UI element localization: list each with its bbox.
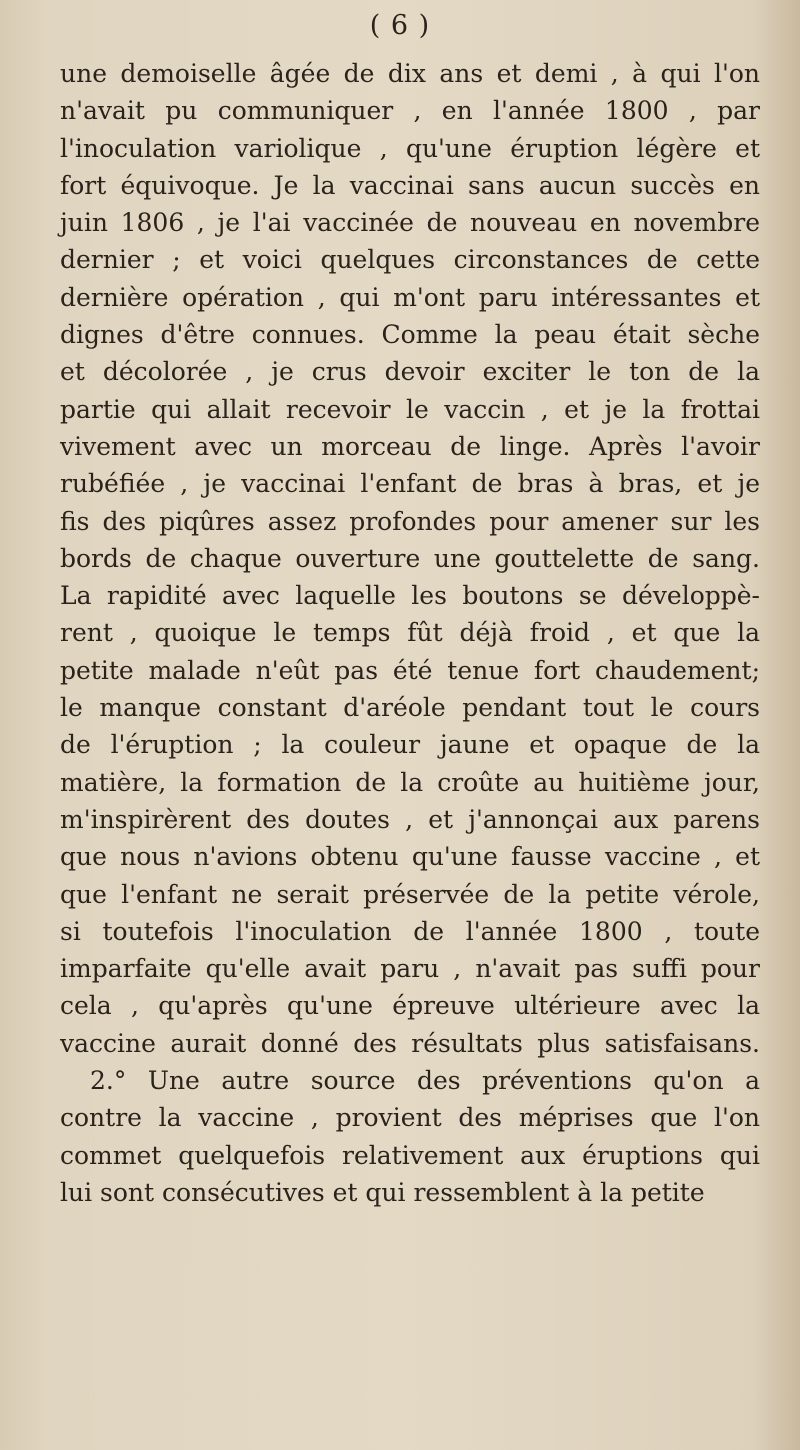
- text-line: vivement avec un morceau de linge. Après l'avoir: [60, 431, 760, 461]
- text-line: La rapidité avec laquelle les boutons se développè-: [60, 581, 760, 611]
- text-line: cela , qu'après qu'une épreuve ultérieure avec la: [60, 991, 760, 1021]
- text-line: juin 1806 , je l'ai vaccinée de nouveau en novembre: [60, 208, 760, 238]
- text-line: m'inspirèrent des doutes , et j'annonçai aux parens: [60, 804, 760, 834]
- text-line: matière, la formation de la croûte au huitième jour,: [60, 767, 760, 797]
- text-line: dernier ; et voici quelques circonstances de cette: [60, 245, 760, 275]
- text-line: une demoiselle âgée de dix ans et demi , à qui l'on: [60, 59, 760, 88]
- text-line: bords de chaque ouverture une gouttelette de sang.: [60, 543, 760, 573]
- text-line: de l'éruption ; la couleur jaune et opaque de la: [60, 730, 760, 760]
- text-line: dernière opération , qui m'ont paru intéressantes et: [60, 282, 760, 312]
- text-line: et décolorée , je crus devoir exciter le ton de la: [60, 357, 760, 387]
- body-text: [60, 55, 760, 1211]
- text-line: le manque constant d'aréole pendant tout le cours: [60, 693, 760, 723]
- text-line: que nous n'avions obtenu qu'une fausse vaccine , et: [60, 842, 760, 872]
- text-line: l'inoculation variolique , qu'une éruption légère et: [60, 133, 760, 163]
- text-line: commet quelquefois relativement aux éruptions qui: [60, 1140, 760, 1170]
- text-line: lui sont consécutives et qui ressemblent à la petite: [60, 1177, 705, 1207]
- text-line: fis des piqûres assez profondes pour amener sur les: [60, 506, 760, 536]
- text-line: rent , quoique le temps fût déjà froid , et que la: [60, 618, 760, 648]
- text-line: si toutefois l'inoculation de l'année 1800 , toute: [60, 916, 760, 946]
- text-line: vaccine aurait donné des résultats plus satisfaisans.: [60, 1028, 760, 1058]
- page-number: ( 6 ): [369, 10, 431, 41]
- text-line: n'avait pu communiquer , en l'année 1800 , par: [60, 96, 760, 126]
- text-line: rubéfiée , je vaccinai l'enfant de bras à bras, et je: [60, 469, 760, 499]
- text-line: imparfaite qu'elle avait paru , n'avait pas suffi pour: [60, 954, 760, 984]
- text-line: que l'enfant ne serait préservée de la petite vérole,: [60, 879, 760, 909]
- text-line: partie qui allait recevoir le vaccin , et je la frottai: [60, 394, 760, 424]
- text-line: 2.° Une autre source des préventions qu'on a: [90, 1066, 760, 1096]
- text-line: fort équivoque. Je la vaccinai sans aucun succès en: [60, 170, 760, 200]
- text-line: dignes d'être connues. Comme la peau était sèche: [60, 320, 760, 350]
- text-line: petite malade n'eût pas été tenue fort chaudement;: [60, 655, 760, 685]
- text-line: contre la vaccine , provient des méprises que l'on: [60, 1103, 760, 1133]
